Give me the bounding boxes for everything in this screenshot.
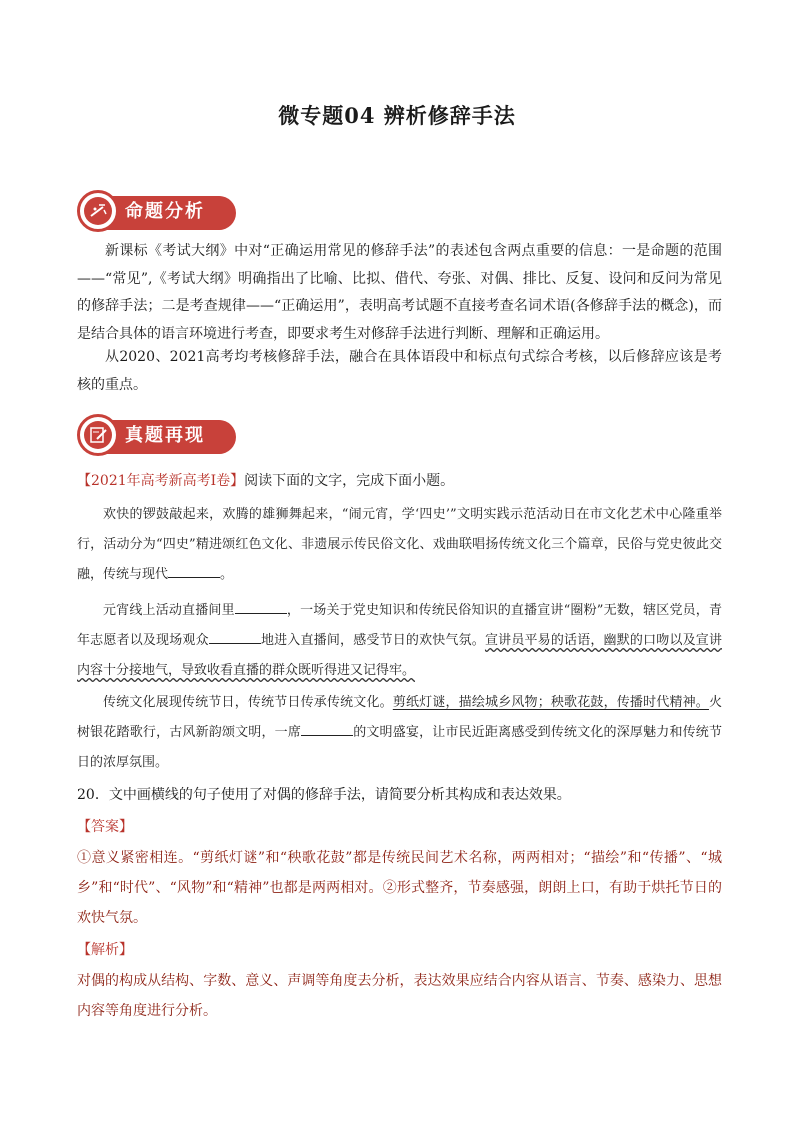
passage-2-text-c: 地进入直播间，感受节日的欢快气氛。 — [260, 633, 485, 648]
source-tag: 【2021年高考新高考Ⅰ卷】 — [77, 473, 245, 489]
fill-blank-2 — [235, 599, 287, 614]
wavy-underlined-sentence: 宣讲员平易的话语，幽默的口吻以及宣讲内容十分接地气，导致收看直播的群众既听得进又记得牢。 — [77, 633, 722, 678]
passage-paragraph-3 — [77, 688, 722, 778]
answer-tag: 【答案】 — [77, 819, 133, 835]
page-title: 微专题04 辨析修辞手法 — [278, 103, 516, 128]
analysis-tag: 【解析】 — [77, 942, 133, 958]
section-title-analysis: 命题分析 — [125, 201, 205, 222]
passage-3-text-c: 的文明盛宴，让市民近距离感受到传统文化的深厚魅力和传统节日的浓厚氛围。 — [77, 725, 722, 770]
exam-source-line — [77, 468, 722, 496]
instruction-text: 阅读下面的文字，完成下面小题。 — [244, 473, 455, 489]
passage-1-end: 。 — [220, 567, 234, 582]
section-title-exam: 真题再现 — [125, 425, 205, 446]
question-20: 20．文中画横线的句子使用了对偶的修辞手法，请简要分析其构成和表达效果。 — [77, 787, 571, 803]
section-banner-analysis — [77, 190, 237, 234]
passage-2-text-a: 元宵线上活动直播间里 — [103, 603, 235, 618]
fill-blank-4 — [301, 721, 353, 736]
section-banner-exam — [77, 414, 237, 458]
pencil-note-icon — [84, 421, 112, 449]
banner-circle — [77, 190, 119, 232]
passage-3-text-b: 火树银花踏歌行，古风新韵颂文明，一席 — [77, 695, 722, 740]
passage-paragraph-2 — [77, 596, 722, 686]
analysis-text: 对偶的构成从结构、字数、意义、声调等角度去分析，表达效果应结合内容从语言、节奏、感染力、思想内容等角度进行分析。 — [77, 973, 722, 1019]
passage-3-text-a: 传统文化展现传统节日，传统节日传承传统文化。 — [103, 695, 393, 710]
passage-1-text: 欢快的锣鼓敲起来，欢腾的雄狮舞起来，“闹元宵，学‘四史’”文明实践示范活动日在市文化艺术中心隆重举行，活动分为“四史”精进颂红色文化、非遗展示传民俗文化、戏曲联唱扬传统文化三个篇章，民俗与党史彼此交融，传统与现代 — [77, 507, 722, 582]
underlined-sentence: 剪纸灯谜，描绘城乡风物；秧歌花鼓，传播时代精神。 — [392, 695, 709, 710]
analysis-paragraph-2: 从2020、2021高考均考核修辞手法，融合在具体语段中和标点句式综合考核，以后修辞应该是考核的重点。 — [77, 349, 722, 393]
fill-blank-1 — [168, 563, 220, 578]
fill-blank-3 — [209, 629, 261, 644]
wand-icon — [84, 197, 112, 225]
answer-text: ①意义紧密相连。“剪纸灯谜”和“秧歌花鼓”都是传统民间艺术名称，两两相对；“描绘”和“传播”、“城乡”和“时代”、“风物”和“精神”也都是两两相对。②形式整齐，节奏感强，朗朗上口，有助于烘托节日的欢快气氛。 — [77, 850, 722, 926]
passage-2-text-b: ，一场关于党史知识和传统民俗知识的直播宣讲“圈粉”无数，辖区党员，青年志愿者以及现场观众 — [77, 603, 722, 648]
passage-paragraph-1 — [77, 500, 722, 590]
banner-circle — [77, 414, 119, 456]
analysis-paragraph-1: 新课标《考试大纲》中对“正确运用常见的修辞手法”的表述包含两点重要的信息：一是命题的范围——“常见”,《考试大纲》明确指出了比喻、比拟、借代、夸张、对偶、排比、反复、设问和反问为常见的修辞手法；二是考查规律——“正确运用”，表明高考试题不直接考查名词术语(各修辞手法的概念)，而是结合具体的语言环境进行考查，即要求考生对修辞手法进行判断、理解和正确运用。 — [77, 243, 722, 342]
